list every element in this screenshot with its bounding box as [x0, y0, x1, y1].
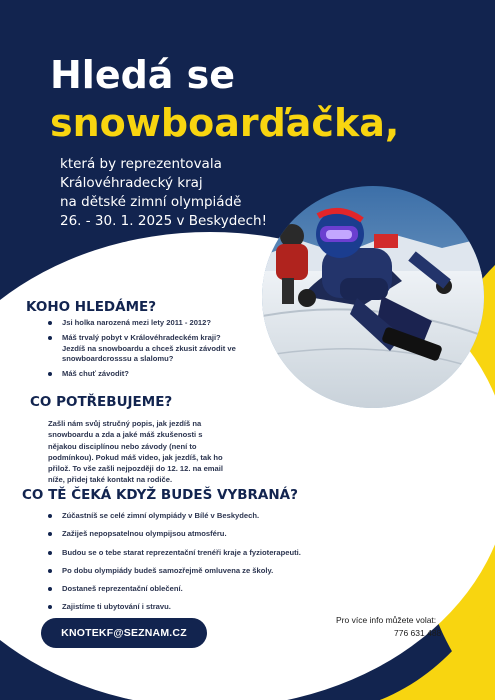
- paragraph-line: nějakou disciplínou nebo závody (není to: [48, 441, 197, 451]
- bullet-icon: [48, 551, 52, 555]
- list-item: Zažiješ nepopsatelnou olympijsou atmosféru.: [44, 529, 344, 539]
- list-item: Máš chuť závodit?: [44, 369, 259, 379]
- bullet-icon: [48, 569, 52, 573]
- list-item: Zajistíme ti ubytování i stravu.: [44, 602, 344, 612]
- subtitle-line: Královéhradecký kraj: [60, 175, 203, 191]
- list-item: Jsi holka narozená mezi lety 2011 - 2012?: [44, 318, 259, 328]
- bullet-icon: [48, 587, 52, 591]
- subtitle-line: která by reprezentovala: [60, 156, 222, 172]
- paragraph-line: přilož. To vše zašli nejpozději do 12. 12. na email: [48, 464, 223, 474]
- list-item: Po dobu olympiády budeš samozřejmě omluvena ze školy.: [44, 566, 344, 576]
- bullet-icon: [48, 532, 52, 536]
- bullet-icon: [48, 605, 52, 609]
- contact-label: Pro více info můžete volat:: [336, 615, 437, 625]
- paragraph-line: podmínkou). Pokud máš video, jak jezdíš, tak ho: [48, 452, 223, 462]
- subtitle-line: 26. - 30. 1. 2025 v Beskydech!: [60, 213, 267, 229]
- paragraph-line: Zašli nám svůj stručný popis, jak jezdíš na: [48, 419, 202, 428]
- co-paragraph: [48, 418, 248, 486]
- contact-info: [336, 614, 466, 640]
- ceka-list: [44, 511, 344, 621]
- heading-co-te-ceka: CO TĚ ČEKÁ KDYŽ BUDEŠ VYBRANÁ?: [22, 487, 298, 503]
- list-item: Budou se o tebe starat reprezentační trenéři kraje a fyzioterapeuti.: [44, 548, 344, 558]
- subtitle: [60, 155, 300, 231]
- list-item: Zúčastníš se celé zimní olympiády v Bílé v Beskydech.: [44, 511, 344, 521]
- bullet-icon: [48, 321, 52, 325]
- email-button[interactable]: KNOTEKF@SEZNAM.CZ: [41, 618, 207, 648]
- bullet-icon: [48, 514, 52, 518]
- paragraph-line: níže, přidej také kontakt na rodiče.: [48, 475, 173, 485]
- heading-co-potrebujeme: CO POTŘEBUJEME?: [30, 394, 173, 410]
- paragraph-line: snowboardu a zda a jaké máš zkušenosti s: [48, 430, 203, 440]
- koho-list: [44, 318, 259, 384]
- bullet-icon: [48, 372, 52, 376]
- list-item: Jezdíš na snowboardu a chceš zkusit závodit ve snowboardcrosssu a slalomu?: [62, 344, 236, 363]
- phone-number[interactable]: 776 631 488: [394, 628, 442, 638]
- title-line-1: Hledá se: [50, 53, 236, 97]
- title-line-2: snowboarďačka,: [50, 101, 400, 145]
- bullet-icon: [48, 336, 52, 340]
- snowboarder-photo: [262, 186, 484, 408]
- heading-koho-hledame: KOHO HLEDÁME?: [26, 299, 157, 315]
- list-item: Dostaneš reprezentační oblečení.: [44, 584, 344, 594]
- subtitle-line: na dětské zimní olympiádě: [60, 194, 242, 210]
- list-item: Máš trvalý pobyt v Královéhradeckém kraji?: [44, 333, 259, 343]
